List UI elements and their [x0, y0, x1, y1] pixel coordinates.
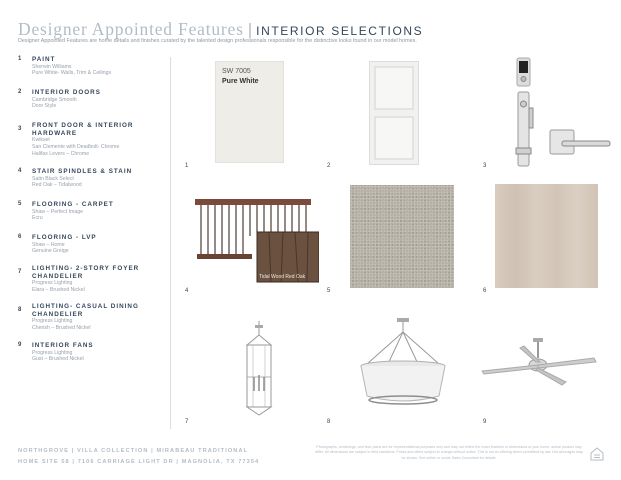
item-title: LIGHTING- CASUAL DINING — [32, 303, 139, 310]
foyer-chandelier-image — [241, 321, 277, 419]
item-detail: Satin Black Select — [32, 175, 74, 182]
footer-line-1: NORTHGROVE | VILLA COLLECTION | MIRABEAU TRADITIONAL — [18, 448, 249, 454]
image-caption: 9 — [483, 419, 487, 425]
stain-label: Tidal Wood Red Oak — [259, 274, 306, 280]
item-detail: Progress Lighting — [32, 318, 73, 324]
item-detail: San Clemente with Deadbolt- Chrome — [32, 143, 120, 150]
paint-swatch-image — [215, 61, 284, 163]
item-detail: Elara – Brushed Nickel — [32, 286, 85, 293]
image-caption: 1 — [185, 163, 189, 169]
item-detail: Kwikset — [32, 137, 50, 143]
item-detail: Halifax Levers – Chrome — [32, 150, 90, 157]
item-number: 5 — [18, 201, 22, 207]
equal-housing-icon — [590, 447, 604, 461]
image-caption: 3 — [483, 163, 487, 169]
item-title: CHANDELIER — [32, 310, 84, 318]
item-title: FLOORING - LVP — [32, 234, 97, 241]
item-detail: Red Oak – Tidalwood — [32, 182, 82, 189]
image-caption: 2 — [327, 163, 331, 169]
item-detail: Gust – Brushed Nickel — [32, 356, 84, 363]
item-number: 7 — [18, 269, 22, 275]
image-caption: 4 — [185, 288, 189, 294]
item-title: INTERIOR DOORS — [32, 89, 101, 96]
item-title: CHANDELIER — [32, 272, 84, 280]
item-detail: Shaw – Home — [32, 241, 65, 248]
item-detail: Door Style — [32, 103, 57, 110]
page-description: Designer Appointed Features are home details and finishes curated by the talented design professionals responsible for the distinctive looks found in our model homes. — [18, 38, 417, 44]
item-title: INTERIOR FANS — [32, 342, 94, 349]
swatch-name: Pure White — [222, 78, 259, 85]
item-title: HARDWARE — [32, 129, 78, 137]
divider — [170, 57, 171, 429]
ceiling-fan-image — [480, 338, 598, 388]
item-title: PAINT — [32, 56, 56, 63]
item-title: LIGHTING- 2-STORY FOYER — [32, 265, 140, 272]
image-caption: 7 — [185, 419, 189, 425]
item-number: 2 — [18, 89, 22, 95]
item-title: FLOORING - CARPET — [32, 201, 114, 208]
title-separator: | — [247, 20, 253, 39]
door-image — [369, 61, 419, 165]
item-title: FRONT DOOR & INTERIOR — [32, 122, 134, 129]
footer-disclaimer: Photographs, renderings, and floor plans are for representational purposes only and may not reflect the exact features or dimensions of your home; actual product may differ. All dimensions are subject to field variations. Prices and offers subject to change without notice. This is not an offering where prohibited by law. Not all images may be shown. See online or onsite Sales Consultant for details. — [315, 445, 583, 460]
dining-chandelier-image — [357, 318, 449, 410]
page-header — [18, 19, 423, 40]
item-detail: Progress Lighting — [32, 349, 73, 356]
item-number: 9 — [18, 342, 22, 348]
image-caption: 6 — [483, 288, 487, 294]
footer-address — [18, 446, 259, 468]
carpet-swatch-image — [350, 185, 454, 288]
footer-line-2: HOME SITE 58 | 7106 CARRIAGE LIGHT DR | MAGNOLIA, TX 77354 — [18, 459, 260, 465]
item-detail: Ecru — [32, 215, 43, 222]
page-subtitle: INTERIOR SELECTIONS — [256, 24, 424, 38]
item-detail: Cherish – Brushed Nickel — [32, 324, 91, 331]
stair-spindles-image — [195, 196, 319, 284]
item-detail: Cambridge Smooth — [32, 96, 77, 103]
item-number: 8 — [18, 307, 22, 313]
item-number: 4 — [18, 168, 22, 174]
item-detail: Genuine Greige — [32, 248, 69, 255]
item-detail: Progress Lighting — [32, 280, 73, 286]
door-hardware-image — [510, 56, 612, 170]
image-caption: 5 — [327, 288, 331, 294]
item-detail: Shaw – Perfect Image — [32, 208, 84, 215]
item-number: 3 — [18, 126, 22, 132]
lvp-swatch-image — [495, 184, 598, 288]
item-detail: Pure White- Walls, Trim & Ceilings — [32, 70, 112, 77]
item-number: 6 — [18, 234, 22, 240]
item-title: STAIR SPINDLES & STAIN — [32, 168, 133, 175]
swatch-code: SW 7005 — [222, 68, 251, 75]
item-number: 1 — [18, 56, 22, 62]
page-title: Designer Appointed Features — [18, 19, 244, 39]
image-caption: 8 — [327, 419, 331, 425]
item-detail: Sherwin Williams — [32, 63, 72, 70]
